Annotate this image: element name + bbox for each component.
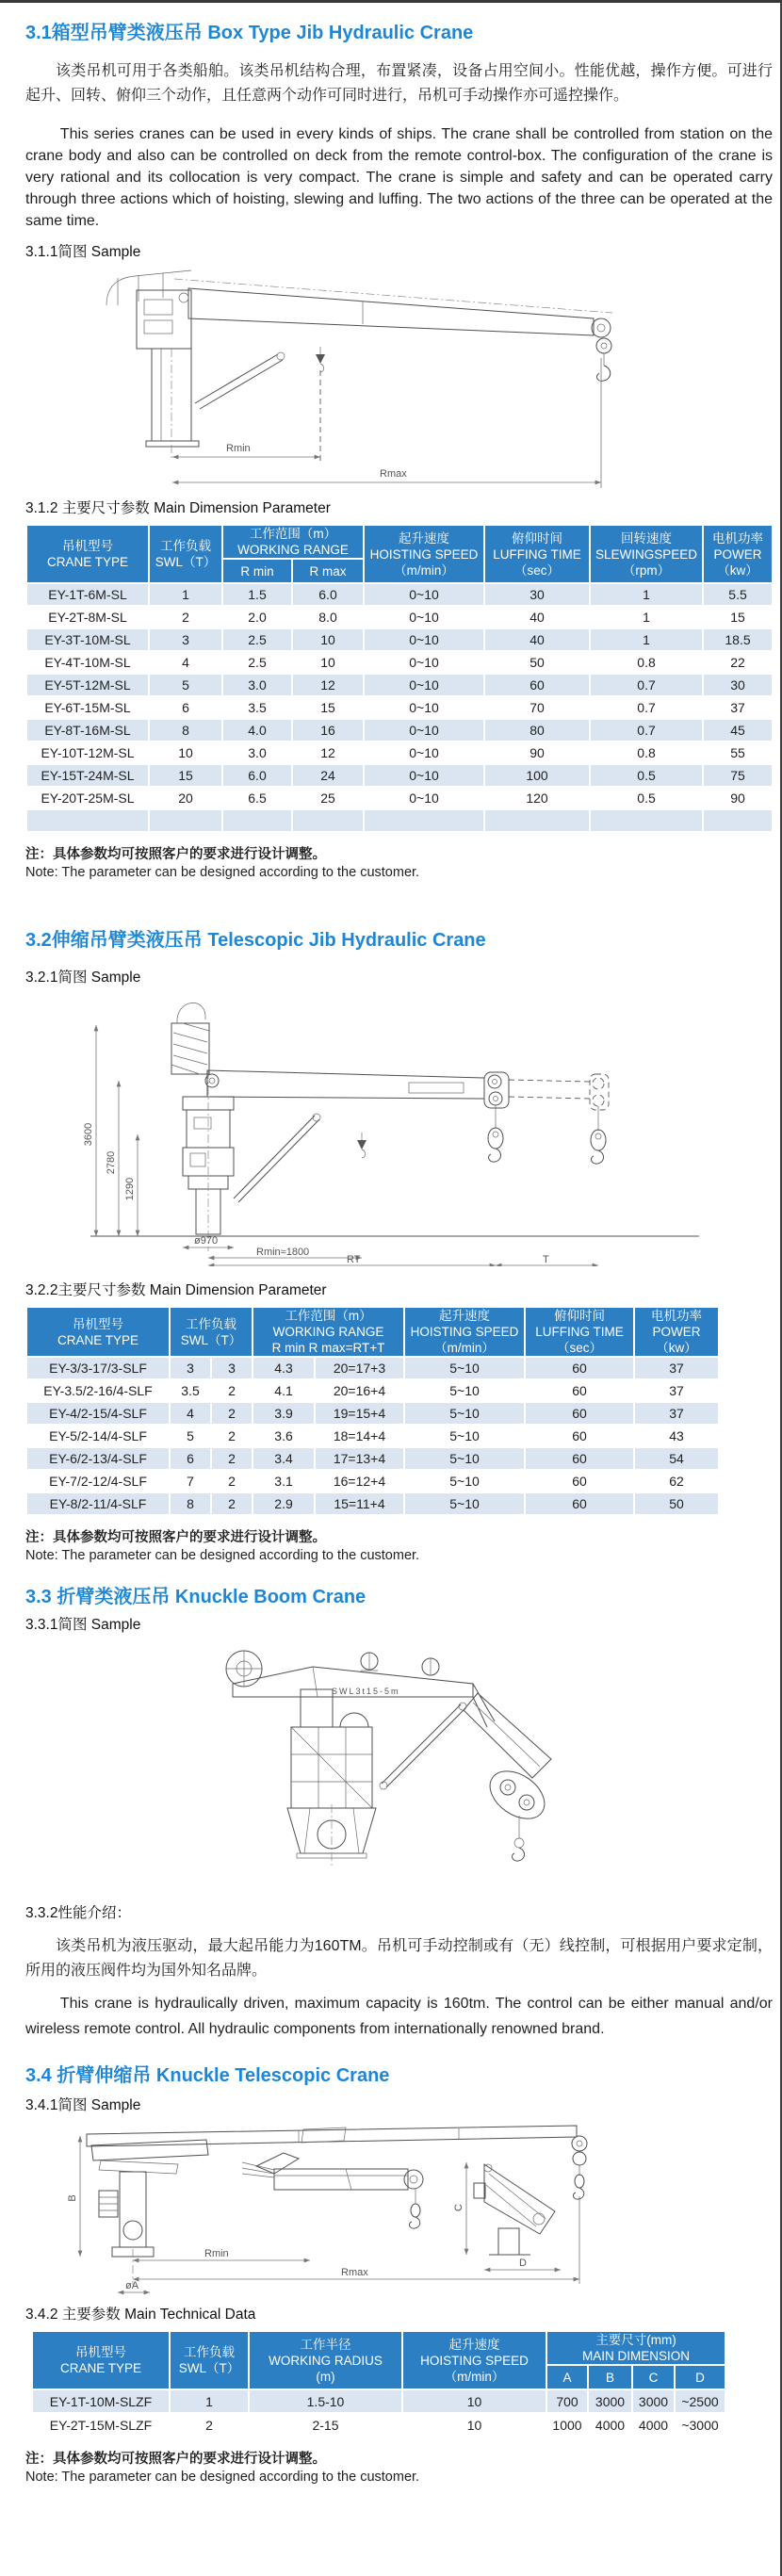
table-cell: 30 — [703, 674, 773, 696]
table-cell: 2 — [149, 606, 222, 628]
table-cell: 60 — [525, 1492, 634, 1515]
table-cell: 12 — [292, 674, 364, 696]
table-cell: 6.0 — [222, 764, 292, 787]
table-row — [26, 1357, 719, 1379]
table-body — [26, 583, 773, 832]
sample-label-3-4-1: 3.4.1简图 Sample — [25, 2097, 141, 2113]
table-cell: 2-15 — [249, 2413, 402, 2437]
knuckle-boom-crane-diagram — [148, 1635, 676, 1887]
table-cell: 25 — [292, 787, 364, 809]
table-cell: 1 — [590, 628, 703, 651]
table-cell: 10 — [149, 742, 222, 764]
table-row — [32, 2389, 725, 2413]
table-cell: 50 — [634, 1492, 719, 1515]
table-row — [26, 1425, 719, 1447]
table-cell: EY-20T-25M-SL — [26, 787, 149, 809]
col-hoisting-speed: 起升速度 HOISTING SPEED （m/min） — [402, 2331, 546, 2389]
note-en: Note: The parameter can be designed according to the customer. — [25, 1548, 420, 1563]
section-3-1-title: 3.1箱型吊臂类液压吊 Box Type Jib Hydraulic Crane — [25, 23, 474, 43]
perf-title-3-3-2: 3.3.2性能介绍： — [25, 1905, 131, 1921]
table-cell: 60 — [525, 1425, 634, 1447]
table-row — [26, 1402, 719, 1425]
table-cell: 16=12+4 — [315, 1470, 404, 1492]
table-cell: 15 — [292, 696, 364, 719]
dim-dia970-label: ø970 — [194, 1235, 219, 1247]
box-jib-crane-diagram — [80, 262, 740, 497]
table-cell: 10 — [292, 651, 364, 674]
section-3-3-paragraph-cn: 该类吊机为液压驱动，最大起吊能力为160TM。吊机可手动控制或有（无）线控制，可根据用户要求定制，所用的液压阀件均为国外知名品牌。 — [25, 1938, 773, 1979]
table-cell: 0.8 — [590, 742, 703, 764]
table-cell: 1 — [590, 583, 703, 606]
table-cell: 0~10 — [364, 606, 484, 628]
col-swl: 工作负载 SWL（T） — [170, 1307, 253, 1357]
table-cell: EY-1T-6M-SL — [26, 583, 149, 606]
table-cell: 3.6 — [253, 1425, 315, 1447]
dim-rt-label: RT — [347, 1254, 361, 1265]
col-dim-c: C — [632, 2365, 675, 2389]
col-crane-type: 吊机型号 CRANE TYPE — [26, 1307, 170, 1357]
table-cell: 19=15+4 — [315, 1402, 404, 1425]
param-title-3-2-2: 3.2.2主要尺寸参数 Main Dimension Parameter — [25, 1282, 327, 1298]
table-cell: 60 — [484, 674, 590, 696]
section-3-3-title: 3.3 折臂类液压吊 Knuckle Boom Crane — [25, 1587, 367, 1607]
col-dim-b: B — [588, 2365, 632, 2389]
main-technical-data-table-3-4 — [31, 2330, 726, 2437]
table-cell: 6.0 — [292, 583, 364, 606]
telescopic-jib-crane-diagram — [77, 991, 718, 1266]
table-cell: 40 — [484, 606, 590, 628]
table-cell: 10 — [292, 628, 364, 651]
table-cell — [364, 809, 484, 832]
table-cell: 100 — [484, 764, 590, 787]
col-hoisting-speed: 起升速度 HOISTING SPEED （m/min） — [364, 525, 484, 583]
table-cell: EY-4/2-15/4-SLF — [26, 1402, 170, 1425]
table-cell: 0~10 — [364, 787, 484, 809]
table-cell — [222, 809, 292, 832]
col-slewing-speed: 回转速度 SLEWINGSPEED （rpm） — [590, 525, 703, 583]
table-cell: 40 — [484, 628, 590, 651]
table-cell: 5 — [170, 1425, 211, 1447]
col-power: 电机功率 POWER （kw） — [703, 525, 773, 583]
table-cell: 0.7 — [590, 696, 703, 719]
table-cell — [484, 809, 590, 832]
sample-label-3-1-1: 3.1.1简图 Sample — [25, 244, 141, 260]
dim-c-label: C — [453, 2204, 464, 2211]
table-cell: 1 — [149, 583, 222, 606]
table-cell: EY-2T-15M-SLZF — [32, 2413, 170, 2437]
table-cell: 3.5 — [222, 696, 292, 719]
sample-label-3-2-1: 3.2.1简图 Sample — [25, 970, 141, 986]
table-cell: 43 — [634, 1425, 719, 1447]
table-cell: EY-1T-10M-SLZF — [32, 2389, 170, 2413]
table-cell: 10 — [402, 2413, 546, 2437]
table-cell: 54 — [634, 1447, 719, 1470]
table-cell: 2.0 — [222, 606, 292, 628]
table-cell: EY-6T-15M-SL — [26, 696, 149, 719]
table-cell: EY-4T-10M-SL — [26, 651, 149, 674]
table-row — [26, 764, 773, 787]
col-luffing-time: 俯仰时间 LUFFING TIME （sec） — [525, 1307, 634, 1357]
table-row — [26, 651, 773, 674]
table-cell: 6.5 — [222, 787, 292, 809]
table-cell — [149, 809, 222, 832]
table-cell: 1000 — [546, 2413, 588, 2437]
dim-rmin-approx-label: Rmin≈1800 — [256, 1247, 310, 1258]
dim-t-label: T — [543, 1254, 549, 1265]
table-cell: 6 — [149, 696, 222, 719]
table-cell: 3 — [211, 1357, 253, 1379]
table-cell: 2 — [211, 1447, 253, 1470]
table-cell: 37 — [703, 696, 773, 719]
table-row — [32, 2413, 725, 2437]
table-cell: 4.0 — [222, 719, 292, 742]
table-row — [26, 1447, 719, 1470]
table-cell: 62 — [634, 1470, 719, 1492]
note-cn: 注：具体参数均可按照客户的要求进行设计调整。 — [25, 1530, 326, 1545]
dim-d-label: D — [519, 2258, 527, 2269]
table-cell: 70 — [484, 696, 590, 719]
table-row — [26, 1470, 719, 1492]
table-cell: 0~10 — [364, 674, 484, 696]
table-cell: 3 — [170, 1357, 211, 1379]
table-cell: EY-15T-24M-SL — [26, 764, 149, 787]
table-row — [26, 742, 773, 764]
dim-2780-label: 2780 — [106, 1150, 117, 1175]
table-cell: EY-6/2-13/4-SLF — [26, 1447, 170, 1470]
col-hoisting-speed: 起升速度 HOISTING SPEED （m/min） — [404, 1307, 525, 1357]
table-cell: 60 — [525, 1402, 634, 1425]
table-cell: 15 — [149, 764, 222, 787]
table-cell: 3000 — [632, 2389, 675, 2413]
table-cell: 90 — [484, 742, 590, 764]
col-r-min: R min — [222, 559, 292, 583]
table-cell: 5~10 — [404, 1379, 525, 1402]
table-cell: 5 — [149, 674, 222, 696]
table-cell: 37 — [634, 1402, 719, 1425]
table-cell: 16 — [292, 719, 364, 742]
table-cell: 5~10 — [404, 1447, 525, 1470]
note-cn: 注：具体参数均可按照客户的要求进行设计调整。 — [25, 2452, 326, 2467]
table-row — [26, 606, 773, 628]
table-cell: 2 — [211, 1402, 253, 1425]
table-cell: 18.5 — [703, 628, 773, 651]
table-cell: 0~10 — [364, 651, 484, 674]
col-dim-a: A — [546, 2365, 588, 2389]
table-cell: ~3000 — [675, 2413, 725, 2437]
col-working-radius: 工作半径 WORKING RADIUS (m) — [249, 2331, 402, 2389]
table-cell: 700 — [546, 2389, 588, 2413]
table-cell: 6 — [170, 1447, 211, 1470]
section-3-1-paragraph-en: This series cranes can be used in every kinds of ships. The crane shall be controlled from station on the crane body and also can be controlled on deck from the remote control-box. The configuration of the crane is very rational and its collocation is very compact. The crane is simple and safety and can be operated carry through three actions which of hoisting, slewing and luffing. The two actions of the three can be operated at the same time. — [25, 126, 773, 229]
table-cell: 50 — [484, 651, 590, 674]
col-crane-type: 吊机型号 CRANE TYPE — [26, 525, 149, 583]
knuckle-telescopic-crane-diagram — [63, 2117, 704, 2298]
table-cell: 2 — [211, 1470, 253, 1492]
table-cell: 5.5 — [703, 583, 773, 606]
table-cell: 45 — [703, 719, 773, 742]
table-row — [26, 583, 773, 606]
table-cell: 2 — [170, 2413, 249, 2437]
table-cell: 0.7 — [590, 674, 703, 696]
table-cell: EY-7/2-12/4-SLF — [26, 1470, 170, 1492]
dim-rmin-label: Rmin — [226, 443, 251, 454]
table-cell: 3.5 — [170, 1379, 211, 1402]
section-3-1-paragraph-cn: 该类吊机可用于各类船舶。该类吊机结构合理，布置紧凑，设备占用空间小。性能优越，操作方便。可进行起升、回转、俯仰三个动作，且任意两个动作可同时进行，吊机可手动操作亦可遥控操作。 — [25, 63, 773, 104]
table-row — [26, 1379, 719, 1402]
table-body — [32, 2389, 725, 2437]
table-cell: 5~10 — [404, 1492, 525, 1515]
table-cell: 20=16+4 — [315, 1379, 404, 1402]
col-main-dimension: 主要尺寸(mm) MAIN DIMENSION — [546, 2331, 725, 2365]
dim-1290-label: 1290 — [124, 1177, 136, 1201]
table-cell: 120 — [484, 787, 590, 809]
table-body — [26, 1357, 719, 1515]
col-swl: 工作负载 SWL（T） — [149, 525, 222, 583]
table-cell: 55 — [703, 742, 773, 764]
table-cell: 60 — [525, 1447, 634, 1470]
table-cell: 0~10 — [364, 742, 484, 764]
table-cell: 60 — [525, 1357, 634, 1379]
table-cell — [590, 809, 703, 832]
table-cell: 2.5 — [222, 628, 292, 651]
table-row — [26, 696, 773, 719]
table-row — [26, 787, 773, 809]
table-cell: 0~10 — [364, 719, 484, 742]
table-cell: 37 — [634, 1379, 719, 1402]
col-r-max: R max — [292, 559, 364, 583]
param-title-3-1-2: 3.1.2 主要尺寸参数 Main Dimension Parameter — [25, 500, 331, 516]
section-3-3-paragraph-en: This crane is hydraulically driven, maximum capacity is 160tm. The control can be either manual and/or wireless remote control. All hydraulic components from internationally renowned brand. — [25, 1996, 773, 2037]
table-cell: 0.8 — [590, 651, 703, 674]
section-3-4-title: 3.4 折臂伸缩吊 Knuckle Telescopic Crane — [25, 2065, 390, 2086]
table-cell: 3000 — [588, 2389, 632, 2413]
table-cell: 3 — [149, 628, 222, 651]
table-cell: 2 — [211, 1425, 253, 1447]
table-cell: 22 — [703, 651, 773, 674]
table-cell: 4.1 — [253, 1379, 315, 1402]
section-3-2-title: 3.2伸缩吊臂类液压吊 Telescopic Jib Hydraulic Crane — [25, 930, 486, 951]
dim-dia-a-label: øA — [125, 2280, 139, 2291]
table-cell: EY-3/3-17/3-SLF — [26, 1357, 170, 1379]
table-cell: EY-8/2-11/4-SLF — [26, 1492, 170, 1515]
table-cell: EY-8T-16M-SL — [26, 719, 149, 742]
table-cell: 15 — [703, 606, 773, 628]
table-row — [26, 719, 773, 742]
table-cell: 75 — [703, 764, 773, 787]
table-cell: EY-5T-12M-SL — [26, 674, 149, 696]
table-cell: 5~10 — [404, 1470, 525, 1492]
table-cell: 7 — [170, 1470, 211, 1492]
table-cell: 3.0 — [222, 742, 292, 764]
note-en: Note: The parameter can be designed according to the customer. — [25, 2470, 420, 2485]
table-cell: 0.5 — [590, 764, 703, 787]
col-power: 电机功率 POWER （kw） — [634, 1307, 719, 1357]
table-cell: 8 — [170, 1492, 211, 1515]
table-row — [26, 674, 773, 696]
table-cell — [703, 809, 773, 832]
table-cell: 17=13+4 — [315, 1447, 404, 1470]
table-cell: 12 — [292, 742, 364, 764]
table-cell: 30 — [484, 583, 590, 606]
table-cell: 0~10 — [364, 696, 484, 719]
table-cell: 20=17+3 — [315, 1357, 404, 1379]
dim-rmax-label: Rmax — [341, 2267, 368, 2278]
catalog-page — [0, 3, 780, 2511]
col-working-range: 工作范围（m） WORKING RANGE R min R max=RT+T — [253, 1307, 404, 1357]
col-crane-type: 吊机型号 CRANE TYPE — [32, 2331, 170, 2389]
table-header — [26, 1307, 719, 1357]
table-cell: 37 — [634, 1357, 719, 1379]
table-cell: EY-2T-8M-SL — [26, 606, 149, 628]
table-cell: 15=11+4 — [315, 1492, 404, 1515]
table-cell: 3.9 — [253, 1402, 315, 1425]
dim-rmin-label: Rmin — [204, 2248, 229, 2259]
table-cell: 1.5 — [222, 583, 292, 606]
table-cell: 90 — [703, 787, 773, 809]
table-cell: 2 — [211, 1379, 253, 1402]
table-cell: 8 — [149, 719, 222, 742]
table-cell: ~2500 — [675, 2389, 725, 2413]
table-cell: 0.5 — [590, 787, 703, 809]
dim-3600-label: 3600 — [83, 1122, 94, 1147]
table-row — [26, 628, 773, 651]
col-dim-d: D — [675, 2365, 725, 2389]
table-cell: 1.5-10 — [249, 2389, 402, 2413]
table-cell: 3.1 — [253, 1470, 315, 1492]
table-cell: 60 — [525, 1379, 634, 1402]
dim-b-label: B — [67, 2194, 78, 2202]
table-cell: 4000 — [588, 2413, 632, 2437]
table-cell: 5~10 — [404, 1402, 525, 1425]
table-cell: 4000 — [632, 2413, 675, 2437]
table-cell — [26, 809, 149, 832]
table-cell: EY-3T-10M-SL — [26, 628, 149, 651]
table-cell: 0.7 — [590, 719, 703, 742]
table-cell: 20 — [149, 787, 222, 809]
col-working-range: 工作范围（m） WORKING RANGE — [222, 525, 364, 559]
table-cell: 4.3 — [253, 1357, 315, 1379]
param-title-3-4-2: 3.4.2 主要参数 Main Technical Data — [25, 2307, 256, 2323]
boom-swl-marking: SWL3t15-5m — [332, 1687, 400, 1696]
col-luffing-time: 俯仰时间 LUFFING TIME （sec） — [484, 525, 590, 583]
table-cell: 0~10 — [364, 628, 484, 651]
table-cell: EY-10T-12M-SL — [26, 742, 149, 764]
col-swl: 工作负载 SWL（T） — [170, 2331, 249, 2389]
table-row — [26, 1492, 719, 1515]
table-cell: 2 — [211, 1492, 253, 1515]
table-cell: 4 — [149, 651, 222, 674]
table-cell: 5~10 — [404, 1425, 525, 1447]
table-cell: 1 — [170, 2389, 249, 2413]
note-en: Note: The parameter can be designed according to the customer. — [25, 865, 420, 880]
table-header — [26, 525, 773, 583]
table-cell: 0~10 — [364, 583, 484, 606]
table-cell: EY-3.5/2-16/4-SLF — [26, 1379, 170, 1402]
dim-rmax-label: Rmax — [380, 468, 407, 480]
table-cell: 5~10 — [404, 1357, 525, 1379]
table-cell: 3.4 — [253, 1447, 315, 1470]
note-cn: 注：具体参数均可按照客户的要求进行设计调整。 — [25, 847, 326, 862]
table-cell: 60 — [525, 1470, 634, 1492]
table-cell: 18=14+4 — [315, 1425, 404, 1447]
table-cell: EY-5/2-14/4-SLF — [26, 1425, 170, 1447]
table-cell: 24 — [292, 764, 364, 787]
table-cell: 10 — [402, 2389, 546, 2413]
main-dimension-table-3-1 — [25, 524, 774, 833]
table-cell: 4 — [170, 1402, 211, 1425]
main-dimension-table-3-2 — [25, 1306, 720, 1516]
table-cell: 0~10 — [364, 764, 484, 787]
table-cell: 3.0 — [222, 674, 292, 696]
table-cell: 1 — [590, 606, 703, 628]
table-cell: 2.9 — [253, 1492, 315, 1515]
table-header — [32, 2331, 725, 2389]
table-cell: 8.0 — [292, 606, 364, 628]
sample-label-3-3-1: 3.3.1简图 Sample — [25, 1617, 141, 1633]
table-cell: 80 — [484, 719, 590, 742]
table-row — [26, 809, 773, 832]
table-cell — [292, 809, 364, 832]
table-cell: 2.5 — [222, 651, 292, 674]
